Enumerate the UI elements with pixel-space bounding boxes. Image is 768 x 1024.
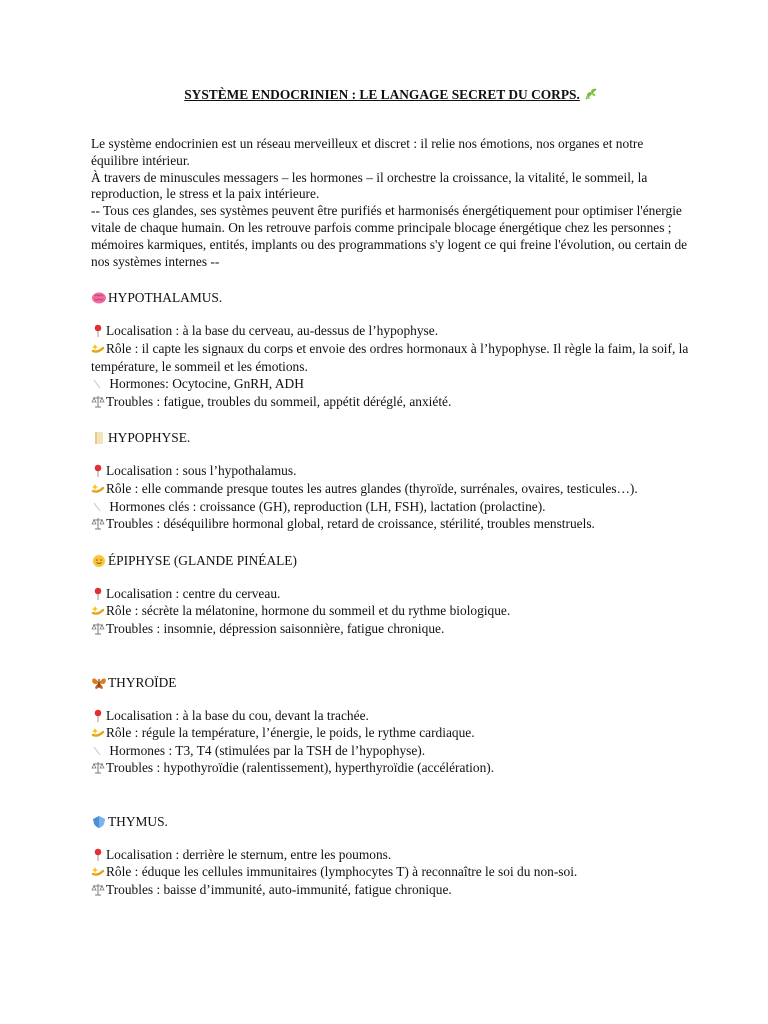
section-body (91, 585, 691, 638)
test-tube-icon (91, 500, 105, 513)
scales-icon (91, 883, 105, 896)
section-line (91, 322, 691, 340)
section-body (91, 462, 691, 532)
section-title (91, 674, 691, 692)
line-text: Hormones : T3, T4 (stimulées par la TSH de l’hypophyse). (106, 742, 426, 758)
herb-icon (584, 87, 598, 101)
section-line (91, 707, 691, 725)
line-text: Localisation : centre du cerveau. (106, 585, 281, 601)
section-title (91, 552, 691, 570)
section-title-text: HYPOTHALAMUS. (108, 290, 223, 306)
line-text: Troubles : hypothyroïdie (ralentissement), hyperthyroïdie (accélération). (106, 760, 495, 776)
scales-icon (91, 622, 105, 635)
sparkle-icon (91, 342, 105, 355)
line-text: Rôle : régule la température, l’énergie, le poids, le rythme cardiaque. (106, 725, 475, 741)
sun-face-icon (91, 554, 107, 568)
section-title-text: HYPOPHYSE. (108, 430, 191, 446)
sparkle-icon (91, 865, 105, 878)
section-line (91, 393, 691, 411)
section-title-text: THYMUS. (108, 813, 168, 829)
scales-icon (91, 517, 105, 530)
line-text: Hormones: Ocytocine, GnRH, ADH (106, 376, 304, 392)
shield-icon (91, 815, 107, 829)
brain-icon (91, 291, 107, 305)
line-text: Troubles : baisse d’immunité, auto-immunité, fatigue chronique. (106, 882, 452, 898)
title-text: SYSTÈME ENDOCRINIEN : LE LANGAGE SECRET DU CORPS. (184, 87, 580, 102)
line-text: Troubles : déséquilibre hormonal global, retard de croissance, stérilité, troubles menstruels. (106, 516, 595, 532)
section-body (91, 322, 691, 410)
section-line (91, 846, 691, 864)
section (91, 429, 691, 532)
sparkle-icon (91, 482, 105, 495)
line-text: Localisation : derrière le sternum, entre les poumons. (106, 846, 392, 862)
section-line (91, 515, 691, 533)
pin-icon (91, 464, 105, 477)
section-line (91, 480, 691, 498)
section (91, 289, 691, 410)
line-text: Troubles : insomnie, dépression saisonnière, fatigue chronique. (106, 620, 445, 636)
section-title (91, 289, 691, 307)
section-line (91, 620, 691, 638)
line-text: Localisation : à la base du cou, devant la trachée. (106, 707, 369, 723)
test-tube-icon (91, 377, 105, 390)
line-text: Hormones clés : croissance (GH), reproduction (LH, FSH), lactation (prolactine). (106, 498, 546, 514)
section-line (91, 602, 691, 620)
section-line (91, 340, 691, 375)
section-line (91, 724, 691, 742)
intro-paragraph: -- Tous ces glandes, ses systèmes peuvent être purifiés et harmonisés énergétiquement pour optimiser l'énergie vitale de chaque humain. On les retrouve parfois comme principale blocage énergétique chez les personnes ; mémoires karmiques, entités, implants ou des programmations s'y logent ce qui freine l'évolution, ou certain de nos systèmes internes -- (91, 203, 688, 269)
section-line (91, 742, 691, 760)
section-line (91, 462, 691, 480)
section-line (91, 759, 691, 777)
pin-icon (91, 848, 105, 861)
section (91, 674, 691, 777)
scales-icon (91, 395, 105, 408)
pin-icon (91, 587, 105, 600)
section-line (91, 498, 691, 516)
section-title (91, 813, 691, 831)
scales-icon (91, 761, 105, 774)
section-line (91, 863, 691, 881)
sparkle-icon (91, 726, 105, 739)
section-body (91, 707, 691, 777)
section-title-text: ÉPIPHYSE (GLANDE PINÉALE) (108, 552, 297, 568)
section-body (91, 846, 691, 899)
intro-paragraph: Le système endocrinien est un réseau merveilleux et discret : il relie nos émotions, nos organes et notre équilibre intérieur. (91, 136, 644, 168)
sections (91, 289, 691, 898)
section-line (91, 881, 691, 899)
line-text: Rôle : éduque les cellules immunitaires (lymphocytes T) à reconnaître le soi du non-soi. (106, 864, 578, 880)
sparkle-icon (91, 604, 105, 617)
line-text: Localisation : sous l’hypothalamus. (106, 463, 297, 479)
pin-icon (91, 709, 105, 722)
document-page (91, 86, 691, 899)
scroll-icon (91, 431, 107, 445)
section (91, 552, 691, 638)
butterfly-icon (91, 676, 107, 690)
test-tube-icon (91, 744, 105, 757)
section-line (91, 585, 691, 603)
pin-icon (91, 324, 105, 337)
intro-paragraph: À travers de minuscules messagers – les hormones – il orchestre la croissance, la vitalité, le sommeil, la reproduction, le stress et la paix intérieure. (91, 169, 648, 202)
line-text: Localisation : à la base du cerveau, au-dessus de l’hypophyse. (106, 323, 439, 339)
section-line (91, 375, 691, 393)
line-text: Rôle : il capte les signaux du corps et envoie des ordres hormonaux à l’hypophyse. Il règle la faim, la soif, la température, le sommeil et les émotions. (91, 340, 689, 374)
intro (91, 136, 691, 270)
line-text: Rôle : elle commande presque toutes les autres glandes (thyroïde, surrénales, ovaires, testicules…). (106, 480, 638, 496)
section (91, 813, 691, 899)
section-title-text: THYROÏDE (108, 674, 177, 690)
line-text: Rôle : sécrète la mélatonine, hormone du sommeil et du rythme biologique. (106, 603, 511, 619)
line-text: Troubles : fatigue, troubles du sommeil, appétit déréglé, anxiété. (106, 393, 452, 409)
document-title (91, 86, 691, 104)
section-title (91, 429, 691, 447)
